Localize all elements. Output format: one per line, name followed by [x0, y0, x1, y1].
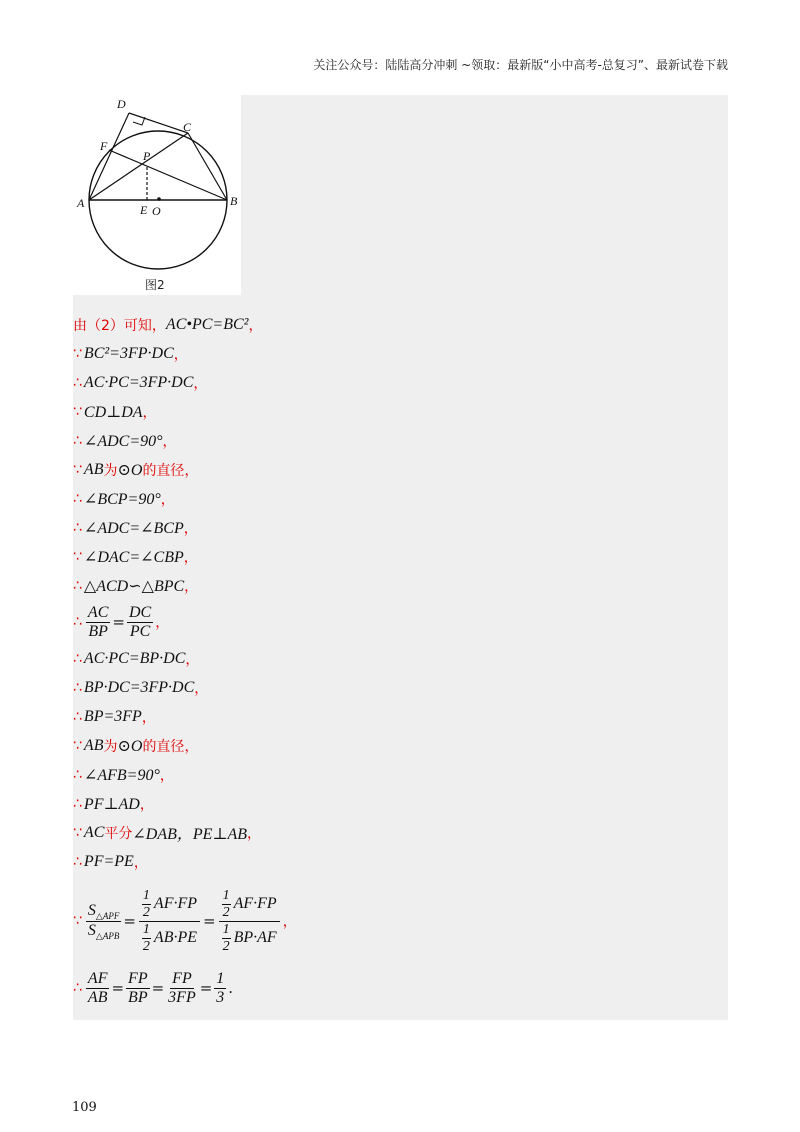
step-15: ∵ AB 为 ⊙O 的直径 ， — [73, 736, 199, 755]
step-5: ∴ ∠ADC=90° ， — [73, 432, 177, 450]
label-B: B — [230, 194, 238, 208]
step-9: ∵ ∠DAC=∠CBP ， — [73, 548, 198, 566]
step-19: ∴ PF=PE ， — [73, 852, 148, 871]
step-14: ∴ BP=3FP ， — [73, 707, 156, 726]
fraction: $\frac{DC}{PC}$ — [128, 603, 152, 640]
label-C: C — [183, 120, 192, 134]
figure-caption: 图2 — [145, 278, 165, 292]
step-13: ∴ BP·DC=3FP·DC ， — [73, 678, 209, 697]
step-12: ∴ AC·PC=BP·DC ， — [73, 649, 200, 668]
step-4: ∵ CD⊥DA ， — [73, 403, 157, 421]
label-A: A — [77, 196, 85, 210]
label-P: P — [143, 149, 151, 163]
label-D: D — [117, 97, 126, 111]
step-6: ∵ AB 为 ⊙O 的直径 ， — [73, 460, 199, 479]
solution-steps — [73, 310, 723, 1010]
fraction: $\frac{AC}{BP}$ — [87, 603, 109, 640]
label-E: E — [140, 203, 148, 217]
step-11: ∴ $\frac{AC}{BP}$ = $\frac{DC}{PC}$ ， — [73, 603, 170, 640]
label-F: F — [100, 139, 108, 153]
step-21: ∴ $\frac{AF}{AB}$ = $\frac{FP}{BP}$ = $\frac{FP}{3FP}$ = $\frac{1}{3}$ . — [73, 969, 234, 1006]
label-O: O — [152, 204, 161, 218]
step-2: ∵ BC²=3FP·DC ， — [73, 344, 188, 363]
page-header: 关注公众号：陆陆高分冲刺 ~领取：最新版“小中高考-总复习”、最新试卷下载 — [313, 58, 728, 72]
step-17: ∴ PF⊥AD ， — [73, 795, 154, 813]
step-20: ∵ $\frac{S_{\triangle APF}}{S_{\triangle APB}}$ = 1 2 AF·FP 1 2 AB·PE = 1 2 AF·FP 1 2 BP·AF ， — [73, 887, 297, 954]
big-fraction-1: 1 2 AF·FP 1 2 AB·PE — [139, 888, 200, 955]
big-fraction-2: 1 2 AF·FP 1 2 BP·AF — [219, 888, 280, 955]
area-ratio: $\frac{S_{\triangle APF}}{S_{\triangle APB}}$ — [87, 901, 120, 941]
step-1: 由（2）可知， AC•PC=BC² ， — [73, 315, 263, 334]
step-16: ∴ ∠AFB=90° ， — [73, 766, 174, 784]
step-18: ∵ AC 平分 ∠DAB，PE⊥AB ， — [73, 823, 262, 843]
geometry-figure — [73, 95, 241, 295]
step-7: ∴ ∠BCP=90° ， — [73, 490, 175, 508]
page-number: 109 — [72, 1100, 97, 1115]
step-8: ∴ ∠ADC=∠BCP ， — [73, 519, 198, 537]
step-3: ∴ AC·PC=3FP·DC ， — [73, 373, 208, 392]
step-10: ∴ △ACD∽△BPC ， — [73, 577, 199, 595]
circle-diagram — [73, 95, 241, 295]
